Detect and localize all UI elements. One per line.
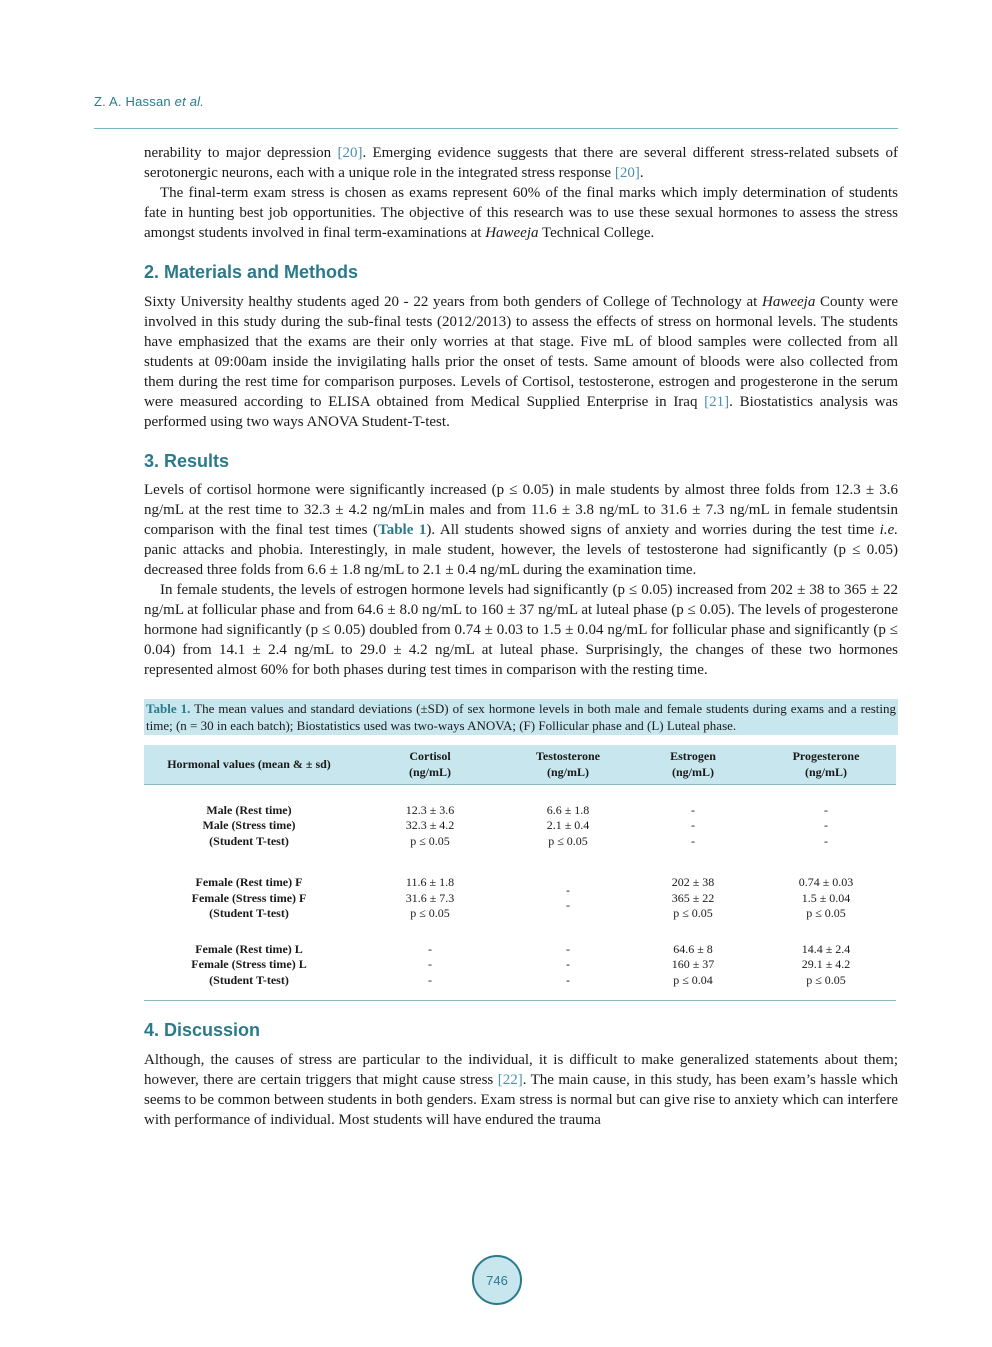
cell-value: 32.3 ± 4.2 xyxy=(405,818,455,832)
citation-link[interactable]: [20] xyxy=(337,145,363,161)
header-text: Hormonal values (mean & ± sd) xyxy=(167,756,331,771)
page-number-badge xyxy=(472,1255,522,1305)
row-label: (Student T-test) xyxy=(209,972,289,987)
text-italic: Haweeja xyxy=(485,225,539,241)
header-progesterone xyxy=(756,745,896,785)
cell-value: 31.6 ± 7.3 xyxy=(405,890,455,905)
page-number: 746 xyxy=(486,1272,508,1288)
header-text: Cortisol xyxy=(409,749,451,763)
text: Technical College. xyxy=(538,225,655,241)
text-italic: i.e. xyxy=(879,522,898,538)
citation-link[interactable]: [22] xyxy=(497,1072,523,1088)
citation-link[interactable]: [21] xyxy=(704,394,730,410)
header-testosterone xyxy=(506,745,630,785)
text: nerability to major depression xyxy=(144,145,338,161)
estrogen-cell xyxy=(630,942,756,989)
cell-value: 2.1 ± 0.4 xyxy=(546,818,590,832)
testosterone-cell xyxy=(506,803,630,850)
row-labels xyxy=(144,942,354,989)
row-label: Female (Rest time) F xyxy=(195,875,303,889)
cell-value: - xyxy=(566,882,570,897)
citation-link[interactable]: [20] xyxy=(614,165,640,181)
row-label: Female (Rest time) L xyxy=(195,941,303,956)
table-header-row xyxy=(144,745,896,785)
cell-value: 11.6 ± 1.8 xyxy=(405,875,455,889)
row-label: Male (Rest time) xyxy=(206,802,292,817)
cell-value: - xyxy=(428,957,432,971)
testosterone-cell xyxy=(506,942,630,989)
header-author: Z. A. Hassan xyxy=(94,94,171,109)
header-unit: (ng/mL) xyxy=(547,764,589,779)
text: . Emerging evidence suggests that there are several different stress-related subsets of serotonergic neurons, each with a unique role in the integrated stress response xyxy=(144,145,898,181)
text: . xyxy=(639,165,644,181)
section-heading-discussion: 4. Discussion xyxy=(144,1020,261,1040)
cell-value: - xyxy=(566,898,570,913)
table-row-male xyxy=(144,803,896,850)
results-paragraph-1 xyxy=(144,480,898,580)
text: panic attacks and phobia. Interestingly, in male student, however, the levels of testosterone had significantly (p ≤ 0.05) decreased three folds from 6.6 ± 1.8 ng/mL to 2.1 ± 0.4 ng/mL during the examination time. xyxy=(144,542,898,578)
section-heading-methods: 2. Materials and Methods xyxy=(144,262,359,282)
results-paragraph-2: In female students, the levels of estrogen hormone levels had significantly (p ≤ 0.05) increased from 202 ± 38 to 365 ± 22 ng/mL at follicular phase and from 64.6 ± 8.0 ng/mL to 160 ± 37 ng/mL at luteal phase (p ≤ 0.05). The levels of progesterone hormone had significantly (p ≤ 0.05) doubled from 0.74 ± 0.03 to 1.5 ± 0.04 ng/mL for follicular phase and significantly (p ≤ 0.04) from 14.1 ± 2.4 ng/mL to 29.0 ± 4.2 ng/mL at luteal phase. Surprisingly, the changes of these two hormones represented almost 60% for both phases during test times in comparison with the resting time. xyxy=(144,582,898,678)
cell-value: - xyxy=(824,818,828,832)
header-unit: (ng/mL) xyxy=(805,764,847,779)
cell-value: - xyxy=(566,941,570,956)
cell-value: - xyxy=(428,972,432,987)
cell-value: 1.5 ± 0.04 xyxy=(801,890,851,905)
row-label: Female (Stress time) F xyxy=(191,890,307,905)
cell-value: p ≤ 0.05 xyxy=(410,906,450,920)
text: The final-term exam stress is chosen as exams represent 60% of the final marks which imply determination of students fate in hunting best job opportunities. The objective of this research was to use these sexual hormones to assess the stress amongst students involved in final term-examinations at xyxy=(144,185,898,241)
row-label: (Student T-test) xyxy=(209,906,289,920)
running-header xyxy=(94,94,204,109)
text: . The main cause, in this study, has been exam’s hassle which seems to be common between students in both genders. Exam stress is normal but can give rise to anxiety which can interfere with performance of individual. Most students will have endured the trauma xyxy=(144,1072,898,1128)
table-caption-label: Table 1. xyxy=(146,701,191,716)
header-etal: et al. xyxy=(174,94,205,109)
methods-paragraph xyxy=(144,292,898,432)
header-cortisol xyxy=(354,745,506,785)
cell-value: 202 ± 38 xyxy=(671,875,715,889)
table-caption xyxy=(144,699,898,735)
cell-value: 6.6 ± 1.8 xyxy=(546,802,590,817)
table-caption-text: The mean values and standard deviations (±SD) of sex hormone levels in both male and female students during exams and a resting time; (n = 30 in each batch); Biostatistics used was two-ways ANOVA; (F) Follicular phase and (L) Luteal phase. xyxy=(146,701,896,733)
text: Although, the causes of stress are particular to the individual, it is difficult to make generalized statements about them; however, there are certain triggers that might cause stress xyxy=(144,1052,898,1088)
section-heading-results: 3. Results xyxy=(144,451,230,471)
progesterone-cell xyxy=(756,942,896,989)
cell-value: - xyxy=(824,833,828,848)
progesterone-cell xyxy=(756,803,896,850)
cell-value: p ≤ 0.05 xyxy=(673,906,713,920)
cell-value: p ≤ 0.05 xyxy=(548,833,588,848)
cell-value: - xyxy=(691,818,695,832)
cell-value: - xyxy=(428,941,432,956)
intro-paragraph-1 xyxy=(144,143,898,183)
header-divider xyxy=(94,128,898,129)
text: Sixty University healthy students aged 20 - 22 years from both genders of College of Technology at xyxy=(144,294,762,310)
cell-value: - xyxy=(566,957,570,971)
table-bottom-rule xyxy=(144,1000,896,1001)
row-label: Female (Stress time) L xyxy=(191,957,307,971)
table-link[interactable]: Table 1 xyxy=(378,522,427,538)
header-unit: (ng/mL) xyxy=(672,764,714,779)
text: Levels of cortisol hormone were significantly increased (p ≤ 0.05) in male students by almost three folds from 12.3 ± 3.6 ng/mL at the rest time to 32.3 ± 4.2 ng/mLin males and from 11.6 ± 3.8 ng/mL to 31.6 ± 7.3 ng/mL in female studentsin comparison with the final test times ( xyxy=(144,482,898,538)
row-labels xyxy=(144,875,354,922)
cell-value: 160 ± 37 xyxy=(671,957,715,971)
cortisol-cell xyxy=(354,942,506,989)
hormone-table xyxy=(144,745,896,1000)
row-label: Male (Stress time) xyxy=(202,818,296,832)
cell-value: - xyxy=(691,833,695,848)
cell-value: - xyxy=(566,972,570,987)
cell-value: 365 ± 22 xyxy=(671,890,715,905)
intro-paragraph-2 xyxy=(144,183,898,243)
cell-value: p ≤ 0.05 xyxy=(806,906,846,920)
cell-value: - xyxy=(691,802,695,817)
table-row-female-follicular xyxy=(144,875,896,922)
header-estrogen xyxy=(630,745,756,785)
cell-value: 14.4 ± 2.4 xyxy=(801,941,851,956)
text: . Biostatistics analysis was performed using two ways ANOVA Student-T-test. xyxy=(144,394,898,430)
cell-value: p ≤ 0.05 xyxy=(806,972,846,987)
text: County were involved in this study during the sub-final tests (2012/2013) to assess the effects of stress on hormonal levels. The students have emphasized that the exams are their only worries at that stage. Five mL of blood samples were collected from all students at 09:00am inside the invigilating halls prior the onset of tests. Same amount of bloods were also collected from them during the rest time for comparison purposes. Levels of Cortisol, testosterone, estrogen and progesterone in the serum were measured according to ELISA obtained from Medical Supplied Enterprise in Iraq xyxy=(144,294,898,410)
testosterone-cell xyxy=(506,875,630,922)
header-hormonal-values xyxy=(144,745,354,785)
text-italic: Haweeja xyxy=(762,294,816,310)
cell-value: 64.6 ± 8 xyxy=(673,941,713,956)
cortisol-cell xyxy=(354,803,506,850)
page-content xyxy=(144,143,898,1130)
cell-value: p ≤ 0.04 xyxy=(673,972,713,987)
cell-value: - xyxy=(824,802,828,817)
cell-value: 0.74 ± 0.03 xyxy=(798,875,854,889)
table-row-female-luteal xyxy=(144,942,896,989)
header-text: Progesterone xyxy=(792,749,860,763)
header-text: Estrogen xyxy=(670,749,716,763)
header-unit: (ng/mL) xyxy=(409,764,451,779)
text: ). All students showed signs of anxiety and worries during the test time xyxy=(426,522,880,538)
progesterone-cell xyxy=(756,875,896,922)
header-text: Testosterone xyxy=(536,749,600,763)
row-label: (Student T-test) xyxy=(209,833,289,848)
cell-value: 12.3 ± 3.6 xyxy=(405,802,455,817)
cortisol-cell xyxy=(354,875,506,922)
estrogen-cell xyxy=(630,875,756,922)
estrogen-cell xyxy=(630,803,756,850)
cell-value: 29.1 ± 4.2 xyxy=(801,957,851,971)
row-labels xyxy=(144,803,354,850)
discussion-paragraph xyxy=(144,1050,898,1130)
cell-value: p ≤ 0.05 xyxy=(410,833,450,848)
